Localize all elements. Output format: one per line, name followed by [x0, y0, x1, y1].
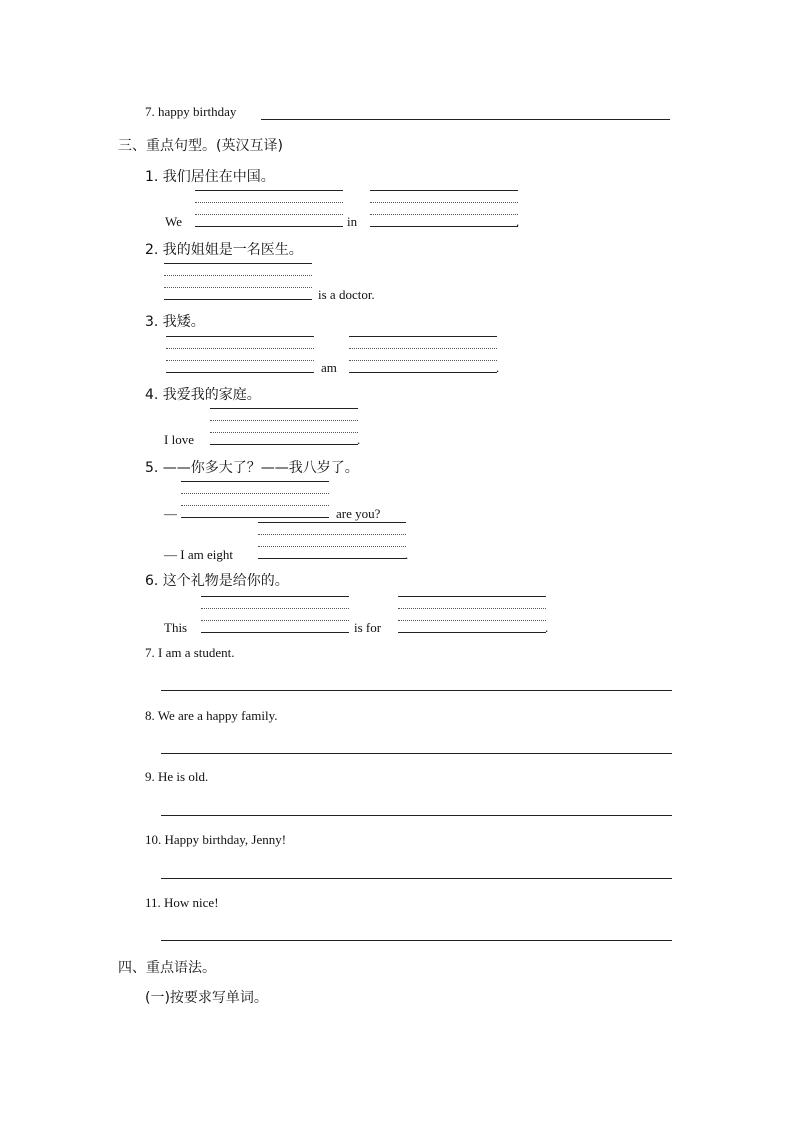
q2-prompt: 2. 我的姐姐是一名医生。 — [145, 242, 303, 258]
q11-prompt: 11. How nice! — [145, 895, 219, 910]
section-4-subsection-1: (一)按要求写单词。 — [145, 990, 268, 1006]
q1-word-in: in — [347, 214, 358, 229]
q2-writing-box[interactable] — [164, 263, 312, 299]
q9-answer-line[interactable] — [161, 815, 672, 816]
q7-prompt: 7. I am a student. — [145, 645, 235, 660]
q4-period: . — [357, 432, 361, 447]
q5-writing-box-2[interactable] — [258, 522, 406, 558]
q1-writing-box-2[interactable] — [370, 190, 518, 226]
q5-writing-box-1[interactable] — [181, 481, 329, 517]
q3-prompt: 3. 我矮。 — [145, 314, 205, 330]
q3-period: . — [496, 360, 500, 375]
section-4-title: 四、重点语法。 — [118, 960, 216, 976]
q4-writing-box[interactable] — [210, 408, 358, 444]
q11-answer-line[interactable] — [161, 940, 672, 941]
q2-word-is-a-doctor: is a doctor. — [318, 287, 375, 302]
q6-word-this: This — [164, 620, 188, 635]
q6-writing-box-2[interactable] — [398, 596, 546, 632]
item-7-answer-line[interactable] — [261, 119, 670, 120]
q6-period: . — [545, 620, 549, 635]
q1-word-we: We — [165, 214, 182, 229]
q10-answer-line[interactable] — [161, 878, 672, 879]
item-7-happy-birthday-label: 7. happy birthday — [145, 104, 237, 119]
q4-prompt: 4. 我爱我的家庭。 — [145, 387, 261, 403]
q3-writing-box-1[interactable] — [166, 336, 314, 372]
q5-period: . — [405, 547, 409, 562]
q5-prompt: 5. ——你多大了？——我八岁了。 — [145, 460, 359, 476]
q3-writing-box-2[interactable] — [349, 336, 497, 372]
q8-answer-line[interactable] — [161, 753, 672, 754]
q1-writing-box-1[interactable] — [195, 190, 343, 226]
q4-word-i-love: I love — [164, 432, 194, 447]
q5-word-are-you: are you? — [336, 506, 381, 521]
section-3-title: 三、重点句型。(英汉互译) — [118, 138, 283, 154]
q6-word-is-for: is for — [354, 620, 382, 635]
q8-prompt: 8. We are a happy family. — [145, 708, 278, 723]
q5-word-i-am-eight: — I am eight — [164, 547, 233, 562]
q1-prompt: 1. 我们居住在中国。 — [145, 169, 275, 185]
q6-prompt: 6. 这个礼物是给你的。 — [145, 573, 289, 589]
q6-writing-box-1[interactable] — [201, 596, 349, 632]
q3-word-am: am — [321, 360, 337, 375]
q5-dash: — — [164, 506, 177, 521]
q9-prompt: 9. He is old. — [145, 769, 209, 784]
q7-answer-line[interactable] — [161, 690, 672, 691]
q10-prompt: 10. Happy birthday, Jenny! — [145, 832, 287, 847]
q1-period: . — [516, 214, 520, 229]
